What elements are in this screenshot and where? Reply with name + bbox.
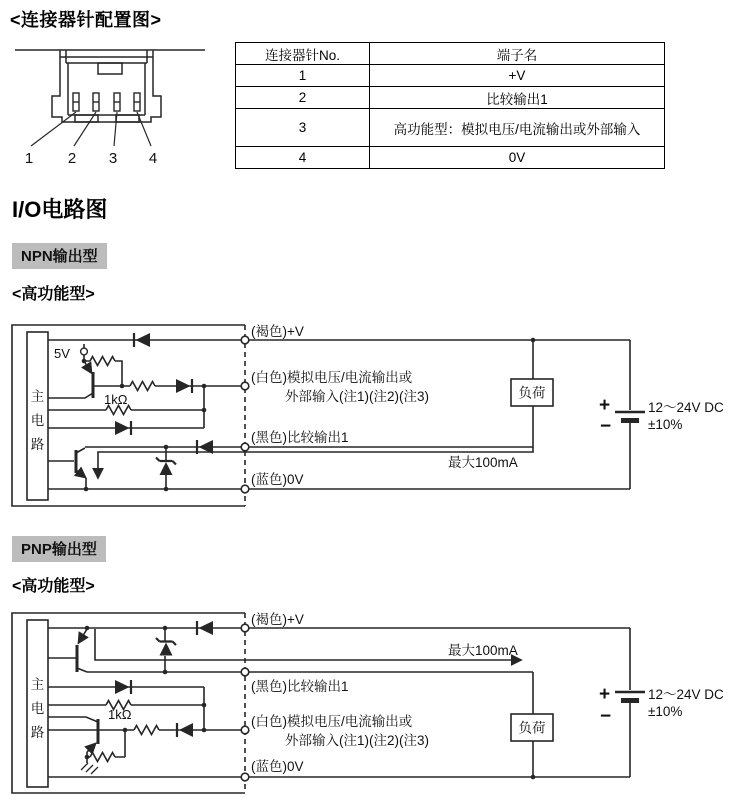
npn-5v-label: 5V — [54, 346, 70, 361]
io-circuit-heading: I/O电路图 — [12, 197, 108, 222]
pnp-white-label-2: 外部输入(注1)(注2)(注3) — [285, 733, 429, 748]
npn-outer-box — [12, 325, 245, 506]
pnp-white-wire — [48, 726, 245, 735]
pnp-circuit-diagram — [12, 612, 724, 793]
table-row — [236, 87, 665, 109]
pnp-ground-icon — [81, 763, 98, 774]
pnp-white-label-1: (白色)模拟电压/电流输出或 — [251, 714, 413, 729]
connector-drawing — [15, 50, 205, 146]
pnp-subtype-label: <高功能型> — [12, 578, 95, 595]
npn-white-label-2: 外部输入(注1)(注2)(注3) — [285, 389, 429, 404]
npn-5v-source-icon — [81, 348, 88, 355]
pnp-outer-box — [12, 613, 245, 793]
pin-number-1: 1 — [24, 150, 34, 167]
npn-zener-triangle — [160, 462, 173, 475]
npn-white-wire — [93, 382, 245, 391]
pnp-output-badge: PNP输出型 — [12, 536, 106, 562]
pnp-plus-sign: + — [599, 684, 611, 705]
npn-black-label: (黑色)比较输出1 — [251, 430, 349, 445]
pnp-minus-sign: − — [600, 706, 612, 727]
pnp-max-current-label: 最大100mA — [448, 643, 518, 658]
terminal-name-cell: 0V — [370, 147, 665, 169]
npn-white-label-1: (白色)模拟电压/电流输出或 — [251, 370, 413, 385]
npn-tolerance-label: ±10% — [648, 417, 683, 432]
terminal-name-cell: 高功能型：模拟电压/电流输出或外部输入 — [370, 109, 665, 147]
pnp-load-label: 负荷 — [518, 720, 546, 736]
npn-subtype-label: <高功能型> — [12, 286, 95, 303]
pin-table-header-no: 连接器针No. — [236, 43, 370, 65]
npn-main-circuit-char-1: 主 — [30, 389, 45, 404]
pnp-brown-label: (褐色)+V — [251, 612, 304, 627]
pin-number-2: 2 — [67, 150, 77, 167]
pin-no-cell: 1 — [236, 65, 370, 87]
connector-pins — [73, 93, 140, 111]
pnp-main-circuit-char-1: 主 — [30, 677, 45, 692]
pnp-tolerance-label: ±10% — [648, 704, 683, 719]
npn-max-current-label: 最大100mA — [448, 455, 518, 470]
npn-1k-label: 1kΩ — [104, 392, 128, 407]
connector-key-tab — [98, 63, 122, 74]
npn-minus-sign: − — [600, 416, 612, 437]
terminal-name-cell: +V — [370, 65, 665, 87]
pin-number-4: 4 — [148, 150, 158, 167]
npn-brown-label: (褐色)+V — [251, 324, 304, 339]
table-row — [236, 65, 665, 87]
table-row — [236, 147, 665, 169]
pin-leader-lines — [31, 112, 151, 146]
pin-number-labels — [25, 150, 157, 167]
pin-number-3: 3 — [108, 150, 118, 167]
npn-diodes — [115, 333, 213, 475]
pin-no-cell: 4 — [236, 147, 370, 169]
npn-plus-sign: + — [599, 395, 611, 416]
npn-load-label: 负荷 — [518, 385, 546, 401]
npn-output-badge: NPN输出型 — [12, 243, 107, 269]
npn-main-circuit-char-2: 电 — [30, 413, 45, 428]
npn-labels — [31, 324, 724, 487]
table-row — [236, 109, 665, 147]
npn-main-circuit-char-3: 路 — [30, 437, 45, 452]
npn-voltage-label: 12～24V DC — [648, 400, 724, 415]
pnp-black-label: (黑色)比较输出1 — [251, 679, 349, 694]
npn-circuit-diagram — [12, 324, 724, 506]
pin-table-header-terminal: 端子名 — [370, 43, 665, 65]
pin-table — [235, 42, 665, 169]
pnp-main-circuit-char-3: 路 — [30, 725, 45, 740]
pnp-voltage-label: 12～24V DC — [648, 687, 724, 702]
npn-transistor-bars — [76, 372, 93, 473]
terminal-name-cell: 比较输出1 — [370, 87, 665, 109]
pin-no-cell: 3 — [236, 109, 370, 147]
pnp-zener-triangle — [160, 643, 173, 656]
pnp-1k-label: 1kΩ — [108, 707, 132, 722]
pnp-blue-label: (蓝色)0V — [251, 759, 304, 774]
pnp-main-circuit-char-2: 电 — [30, 701, 45, 716]
connector-config-title: <连接器针配置图> — [10, 10, 162, 30]
npn-blue-label: (蓝色)0V — [251, 472, 304, 487]
pin-no-cell: 2 — [236, 87, 370, 109]
